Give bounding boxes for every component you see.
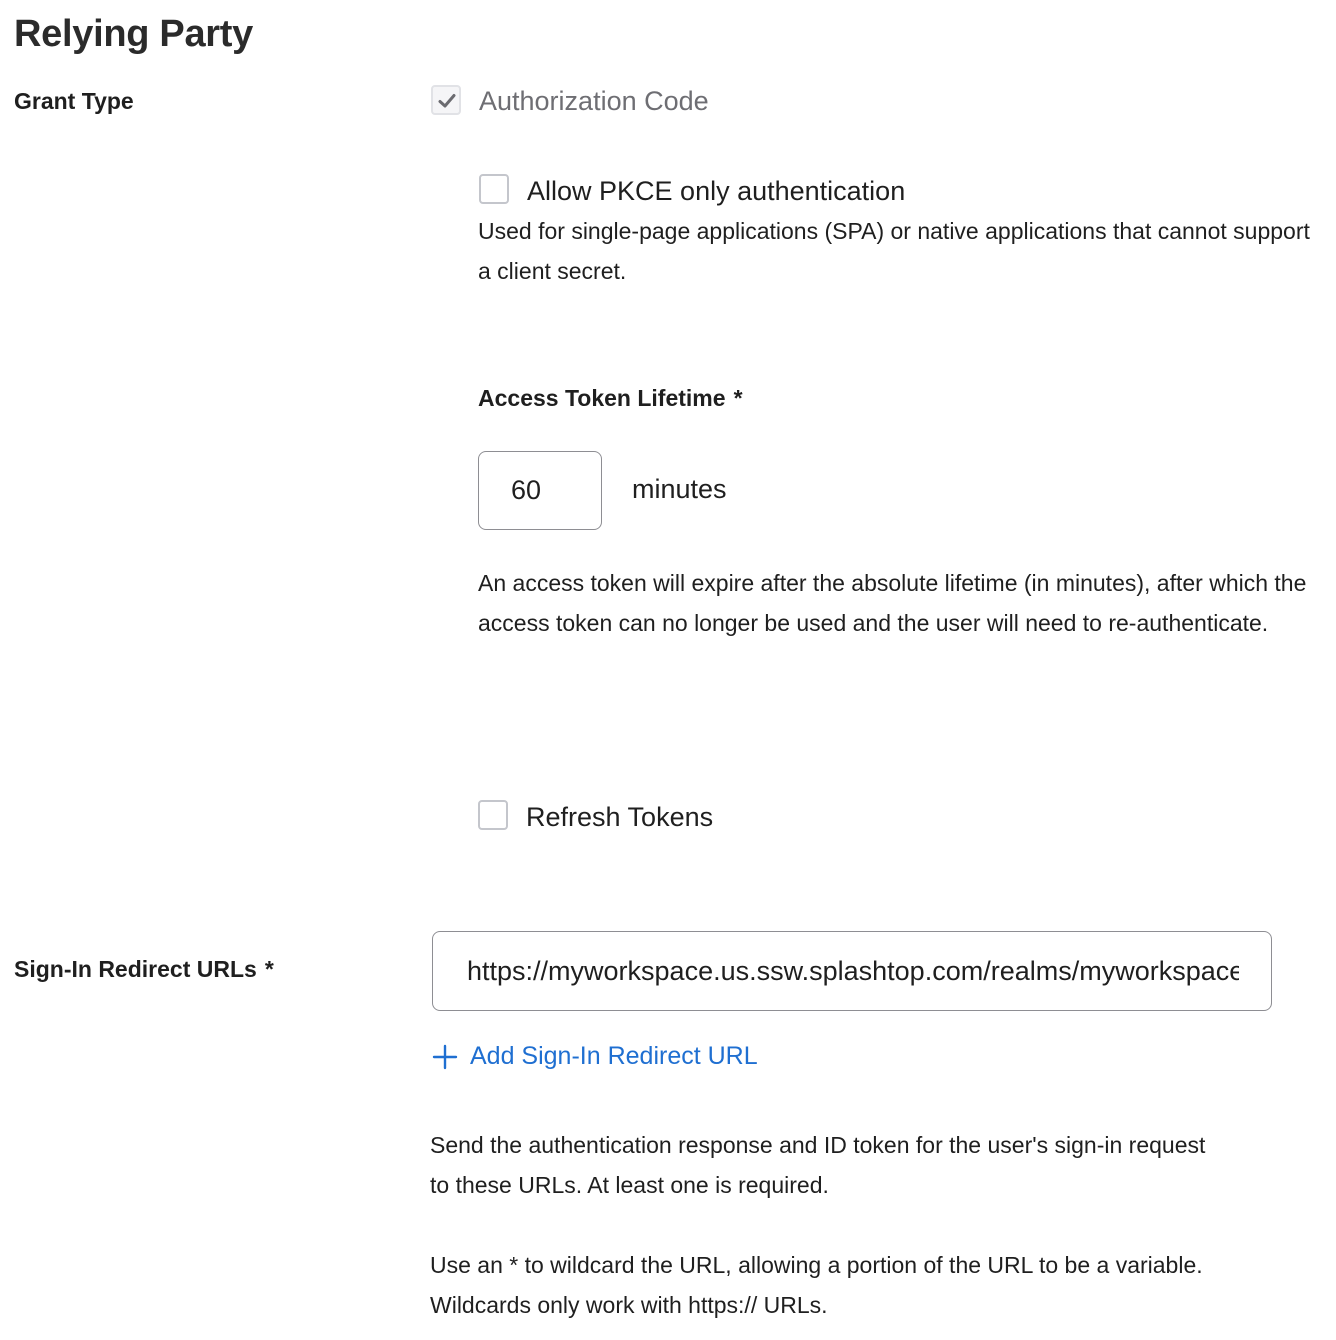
add-sign-in-redirect-url-label: Add Sign-In Redirect URL bbox=[470, 1042, 758, 1070]
access-token-lifetime-label-text: Access Token Lifetime bbox=[478, 385, 726, 411]
plus-icon bbox=[432, 1044, 458, 1070]
pkce-help-text: Used for single-page applications (SPA) or native applications that cannot support a client secret. bbox=[478, 218, 1310, 284]
access-token-lifetime-label bbox=[478, 385, 743, 412]
pkce-label: Allow PKCE only authentication bbox=[527, 176, 906, 206]
sign-in-redirect-url-input[interactable] bbox=[432, 931, 1272, 1011]
sign-in-redirect-urls-label bbox=[14, 956, 274, 983]
access-token-lifetime-help-text: An access token will expire after the absolute lifetime (in minutes), after which the access token can no longer be used and the user will need to re-authenticate. bbox=[478, 570, 1307, 636]
wildcard-help-text: Use an * to wildcard the URL, allowing a portion of the URL to be a variable. Wildcards only work with https:// URLs. bbox=[430, 1252, 1203, 1318]
access-token-lifetime-unit: minutes bbox=[632, 474, 727, 504]
sign-in-redirect-help-text: Send the authentication response and ID token for the user's sign-in request to these URLs. At least one is required. bbox=[430, 1132, 1206, 1198]
refresh-tokens-label: Refresh Tokens bbox=[526, 802, 714, 832]
authorization-code-label: Authorization Code bbox=[479, 86, 709, 116]
access-token-lifetime-input[interactable] bbox=[478, 451, 602, 530]
grant-type-label: Grant Type bbox=[14, 88, 134, 114]
pkce-checkbox[interactable] bbox=[479, 174, 509, 204]
sign-in-redirect-urls-label-text: Sign-In Redirect URLs bbox=[14, 956, 257, 982]
authorization-code-checkbox[interactable] bbox=[431, 85, 461, 115]
add-sign-in-redirect-url-link[interactable] bbox=[432, 1042, 758, 1071]
section-title: Relying Party bbox=[14, 13, 253, 55]
checkmark-icon bbox=[436, 90, 458, 112]
required-mark: * bbox=[733, 385, 743, 411]
refresh-tokens-checkbox[interactable] bbox=[478, 800, 508, 830]
required-mark: * bbox=[264, 956, 274, 982]
